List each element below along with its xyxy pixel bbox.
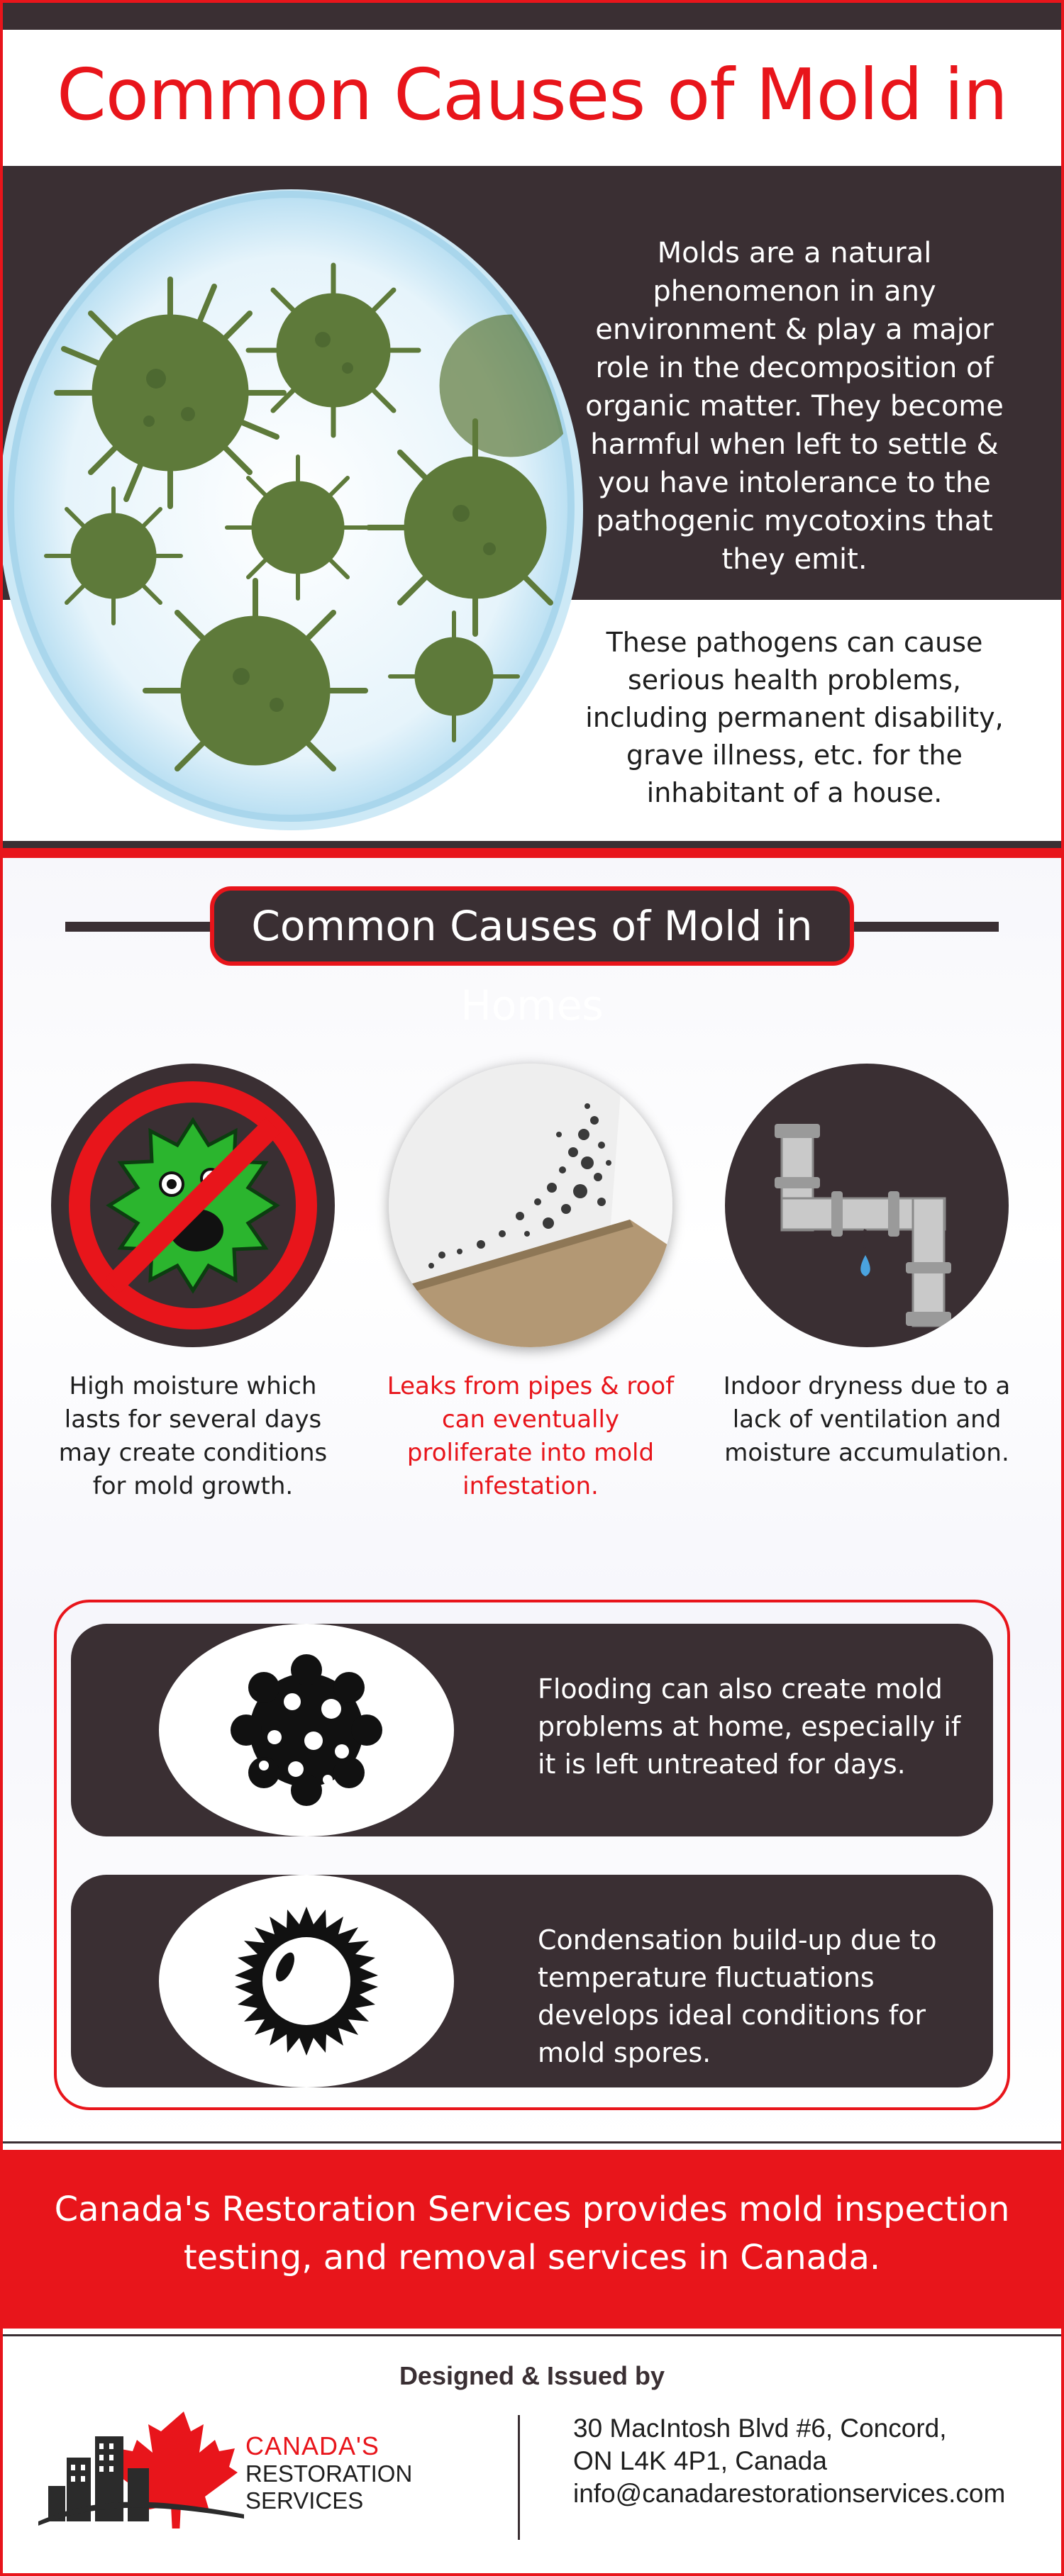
cause-1-text: High moisture which lasts for several days may create conditions for mold growth. <box>58 1372 328 1500</box>
footer-separator <box>518 2415 520 2540</box>
wall-mold-corner-icon <box>389 1064 672 1347</box>
designed-by-label: Designed & Issued by <box>399 2361 665 2390</box>
petri-dish-mold-icon <box>0 180 596 840</box>
section-subtitle: Common Causes of Mold in Homes <box>251 902 813 1030</box>
address-line-1: 30 MacIntosh Blvd #6, Concord, <box>573 2414 947 2443</box>
contact-block <box>573 2412 1005 2510</box>
brand-line-2: RESTORATION <box>245 2460 413 2487</box>
condensation-card <box>71 1875 993 2087</box>
section-divider-red <box>0 848 1064 858</box>
footer-divider <box>0 2141 1064 2143</box>
address-line-2: ON L4K 4P1, Canada <box>573 2446 827 2475</box>
city-maple-leaf-logo <box>38 2408 244 2528</box>
no-mold-moisture-icon <box>51 1064 335 1347</box>
section-divider <box>0 841 1064 848</box>
flooding-card <box>71 1624 993 1836</box>
brand-line-1: CANADA'S <box>245 2431 379 2460</box>
brand-name <box>245 2432 412 2514</box>
intro-paragraph-1: Molds are a natural phenomenon in any environment & play a major role in the decomposition of organic matter. They become harmful when left to settle & you have intolerance to the pathogenic mycotoxins that they emit. <box>585 237 1004 576</box>
spore-cluster-icon <box>214 1652 399 1808</box>
cause-2-text: Leaks from pipes & roof can eventually proliferate into mold infestation. <box>387 1372 675 1500</box>
condensation-card-text: Condensation build-up due to temperature fluctuations develops ideal conditions for mold spores. <box>538 1924 937 2068</box>
cta-banner-text: Canada's Restoration Services provides mold inspection testing, and removal services in Canada. <box>54 2190 1010 2277</box>
flooding-card-text: Flooding can also create mold problems at home, especially if it is left untreated for days. <box>538 1673 961 1780</box>
footer-divider <box>0 2334 1064 2336</box>
top-bar <box>0 0 1064 30</box>
leaking-pipe-icon <box>725 1064 1009 1347</box>
page-title: Common Causes of Mold in <box>56 53 1007 136</box>
email-link[interactable]: info@canadarestorationservices.com <box>573 2479 1006 2508</box>
spiky-spore-icon <box>214 1903 399 2059</box>
cause-3-text: Indoor dryness due to a lack of ventilation and moisture accumulation. <box>723 1372 1011 1467</box>
brand-line-3: SERVICES <box>245 2487 364 2514</box>
intro-paragraph-2: These pathogens can cause serious health problems, including permanent disability, grave illness, etc. for the inhabitant of a house. <box>585 627 1004 808</box>
